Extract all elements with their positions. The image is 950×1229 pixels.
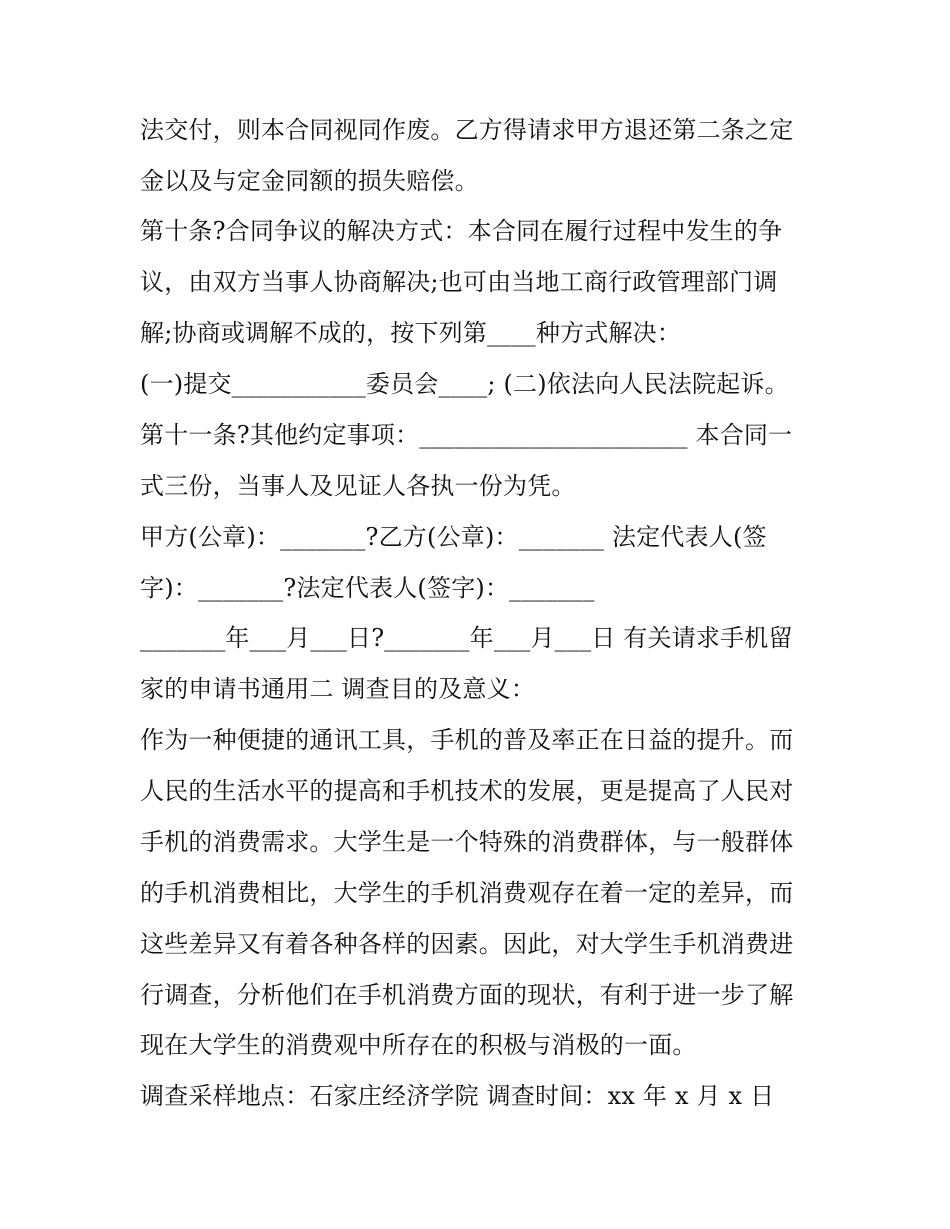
text-line: (一)提交___________委员会____; (二)依法向人民法院起诉。 [140, 370, 789, 398]
text-line: 调查采样地点：石家庄经济学院 调查时间：xx 年 x 月 x 日 [140, 1082, 775, 1110]
text-line: 甲方(公章)：_______?乙方(公章)：_______ 法定代表人(签 [140, 523, 767, 551]
text-line: 行调查，分析他们在手机消费方面的现状，有利于进一步了解 [140, 981, 794, 1009]
text-line: 现在大学生的消费观中所存在的积极与消极的一面。 [140, 1031, 697, 1059]
text-line: 手机的消费需求。大学生是一个特殊的消费群体，与一般群体 [140, 828, 794, 856]
text-line: 家的申请书通用二 调查目的及意义： [140, 675, 536, 703]
text-line: 金以及与定金同额的损失赔偿。 [140, 167, 479, 195]
text-line: 作为一种便捷的通讯工具，手机的普及率正在日益的提升。而 [140, 726, 794, 754]
text-line: 字)：_______?法定代表人(签字)：_______ [140, 574, 595, 602]
text-line: 这些差异又有着各种各样的因素。因此，对大学生手机消费进 [140, 930, 794, 958]
text-line: _______年___月___日?_______年___月___日 有关请求手机留 [140, 624, 793, 652]
text-line: 议，由双方当事人协商解决;也可由当地工商行政管理部门调 [140, 268, 778, 296]
text-line: 人民的生活水平的提高和手机技术的发展，更是提高了人民对 [140, 777, 794, 805]
text-line: 法交付，则本合同视同作废。乙方得请求甲方退还第二条之定 [140, 116, 794, 144]
text-line: 式三份，当事人及见证人各执一份为凭。 [140, 472, 576, 500]
text-line: 第十条?合同争议的解决方式：本合同在履行过程中发生的争 [140, 217, 783, 245]
text-line: 解;协商或调解不成的，按下列第____种方式解决： [140, 319, 682, 347]
text-line: 的手机消费相比，大学生的手机消费观存在着一定的差异，而 [140, 879, 794, 907]
text-line: 第十一条?其他约定事项：______________________ 本合同一 [140, 421, 793, 449]
